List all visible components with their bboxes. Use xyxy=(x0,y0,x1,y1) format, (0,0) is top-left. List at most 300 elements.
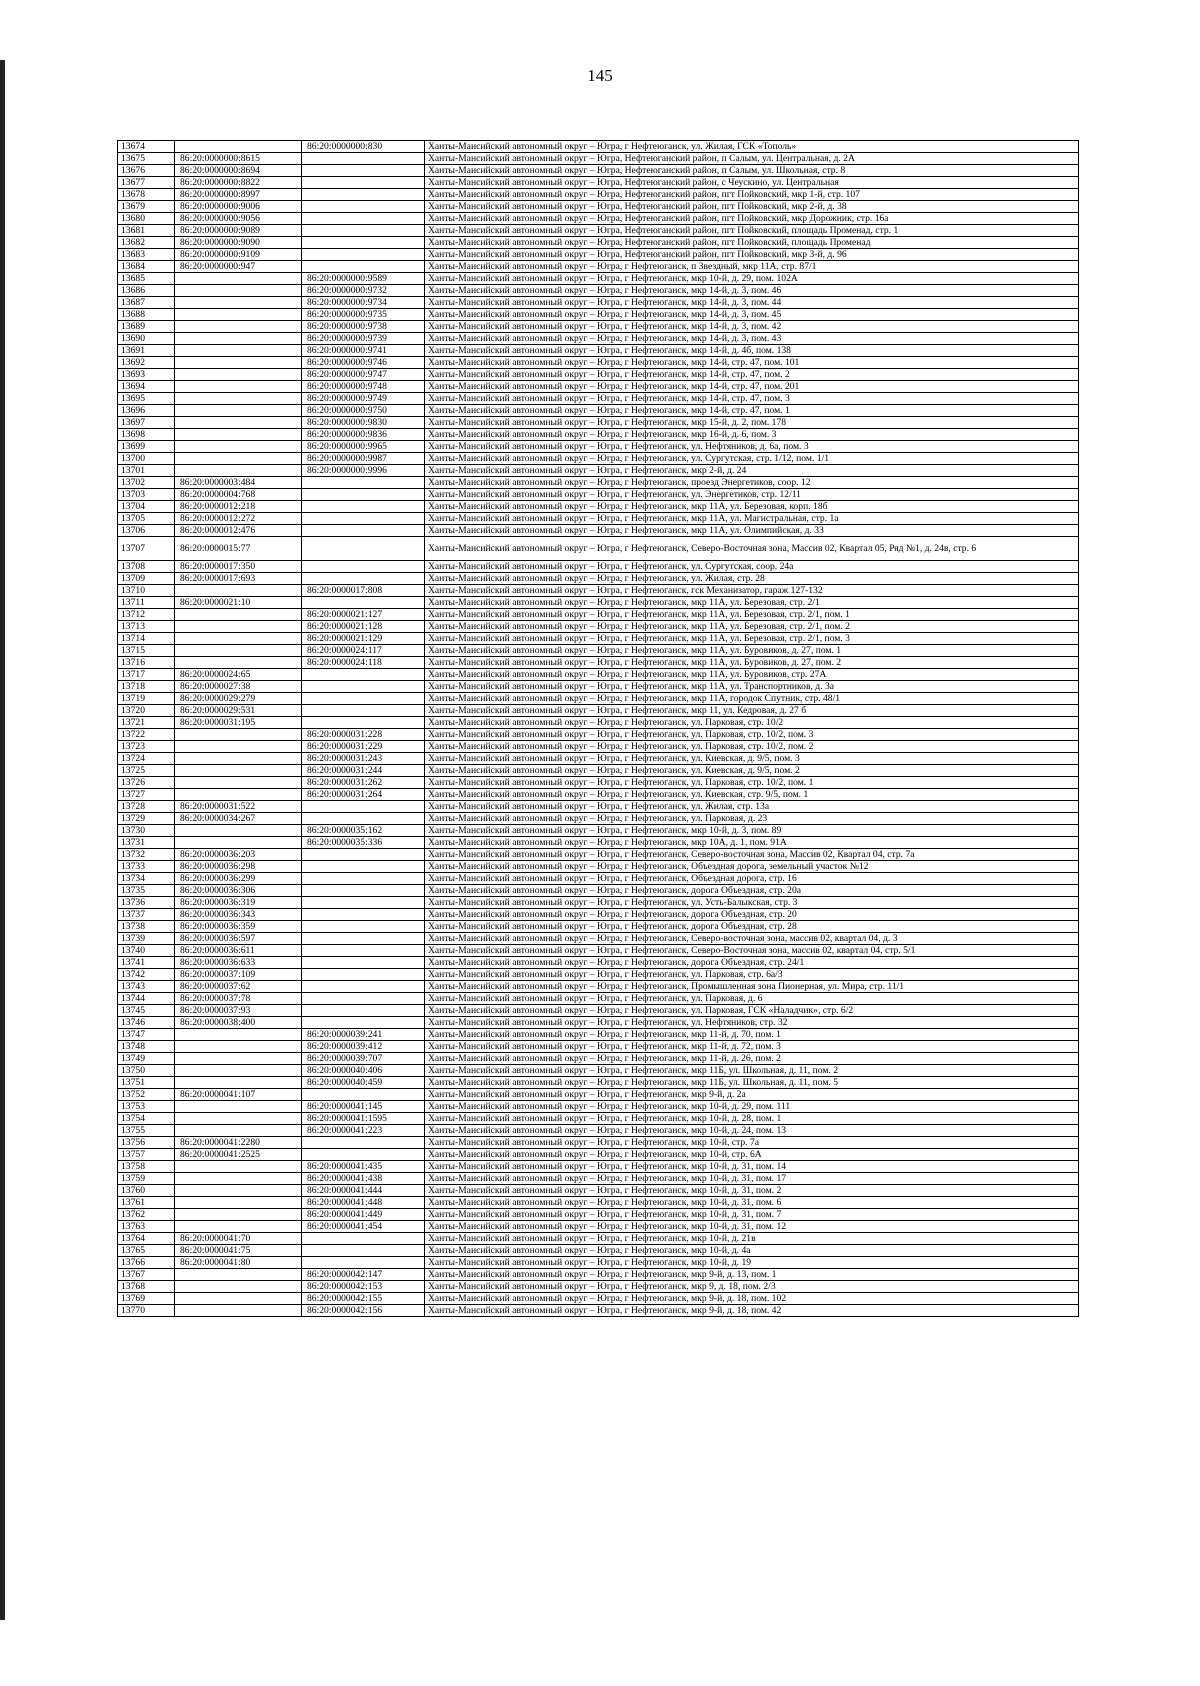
row-number: 13757 xyxy=(118,1149,175,1161)
page-number: 145 xyxy=(587,66,613,85)
row-number: 13700 xyxy=(118,453,175,465)
land-cadastral-number xyxy=(175,621,302,633)
table-row xyxy=(118,645,1079,657)
land-cadastral-number: 86:20:0000027:38 xyxy=(175,681,302,693)
table-row xyxy=(118,849,1079,861)
address: Ханты-Мансийский автономный округ – Югра, Нефтеюганский район, пгт Пойковский, мкр 1-й, стр. 107 xyxy=(425,189,1079,201)
land-cadastral-number: 86:20:0000041:75 xyxy=(175,1245,302,1257)
table-row xyxy=(118,765,1079,777)
row-number: 13744 xyxy=(118,993,175,1005)
table-row xyxy=(118,441,1079,453)
row-number: 13759 xyxy=(118,1173,175,1185)
building-cadastral-number: 86:20:0000031:243 xyxy=(302,753,425,765)
table-row xyxy=(118,273,1079,285)
address: Ханты-Мансийский автономный округ – Югра, г Нефтеюганск, ул. Киевская, д. 9/5, пом. 3 xyxy=(425,753,1079,765)
row-number: 13746 xyxy=(118,1017,175,1029)
address: Ханты-Мансийский автономный округ – Югра, г Нефтеюганск, мкр 10-й, д. 31, пом. 7 xyxy=(425,1209,1079,1221)
row-number: 13727 xyxy=(118,789,175,801)
row-number: 13761 xyxy=(118,1197,175,1209)
building-cadastral-number: 86:20:0000041:449 xyxy=(302,1209,425,1221)
row-number: 13683 xyxy=(118,249,175,261)
land-cadastral-number xyxy=(175,1029,302,1041)
table-row xyxy=(118,189,1079,201)
land-cadastral-number xyxy=(175,1053,302,1065)
building-cadastral-number xyxy=(302,957,425,969)
table-row xyxy=(118,1233,1079,1245)
land-cadastral-number: 86:20:0000015:77 xyxy=(175,537,302,561)
row-number: 13751 xyxy=(118,1077,175,1089)
table-row xyxy=(118,1293,1079,1305)
land-cadastral-number: 86:20:0000029:279 xyxy=(175,693,302,705)
building-cadastral-number xyxy=(302,921,425,933)
address: Ханты-Мансийский автономный округ – Югра, г Нефтеюганск, мкр 11А, ул. Березовая, стр. 2/1, пом. 1 xyxy=(425,609,1079,621)
land-cadastral-number: 86:20:0000037:78 xyxy=(175,993,302,1005)
table-row xyxy=(118,1197,1079,1209)
row-number: 13752 xyxy=(118,1089,175,1101)
row-number: 13762 xyxy=(118,1209,175,1221)
land-cadastral-number xyxy=(175,1113,302,1125)
building-cadastral-number xyxy=(302,849,425,861)
building-cadastral-number xyxy=(302,1257,425,1269)
table-row xyxy=(118,1305,1079,1317)
address: Ханты-Мансийский автономный округ – Югра, г Нефтеюганск, мкр 11А, ул. Буровиков, д. 27, пом. 1 xyxy=(425,645,1079,657)
address: Ханты-Мансийский автономный округ – Югра, Нефтеюганский район, п Салым, ул. Школьная, стр. 8 xyxy=(425,165,1079,177)
building-cadastral-number: 86:20:0000000:9965 xyxy=(302,441,425,453)
row-number: 13768 xyxy=(118,1281,175,1293)
table-row xyxy=(118,909,1079,921)
row-number: 13697 xyxy=(118,417,175,429)
table-row xyxy=(118,945,1079,957)
land-cadastral-number: 86:20:0000017:693 xyxy=(175,573,302,585)
table-row xyxy=(118,285,1079,297)
address: Ханты-Мансийский автономный округ – Югра, г Нефтеюганск, мкр 10-й, д. 24, пом. 13 xyxy=(425,1125,1079,1137)
address: Ханты-Мансийский автономный округ – Югра, г Нефтеюганск, мкр 9-й, д. 13, пом. 1 xyxy=(425,1269,1079,1281)
land-cadastral-number xyxy=(175,633,302,645)
address: Ханты-Мансийский автономный округ – Югра, Нефтеюганский район, пгт Пойковский, мкр 3-й, д. 96 xyxy=(425,249,1079,261)
land-cadastral-number xyxy=(175,381,302,393)
table-row xyxy=(118,153,1079,165)
row-number: 13728 xyxy=(118,801,175,813)
building-cadastral-number: 86:20:0000024:117 xyxy=(302,645,425,657)
land-cadastral-number: 86:20:0000037:62 xyxy=(175,981,302,993)
row-number: 13754 xyxy=(118,1113,175,1125)
row-number: 13729 xyxy=(118,813,175,825)
address: Ханты-Мансийский автономный округ – Югра, г Нефтеюганск, мкр 10-й, д. 31, пом. 6 xyxy=(425,1197,1079,1209)
building-cadastral-number xyxy=(302,153,425,165)
row-number: 13719 xyxy=(118,693,175,705)
land-cadastral-number: 86:20:0000000:947 xyxy=(175,261,302,273)
address: Ханты-Мансийский автономный округ – Югра, г Нефтеюганск, мкр 14-й, стр. 47, пом. 2 xyxy=(425,369,1079,381)
row-number: 13720 xyxy=(118,705,175,717)
building-cadastral-number: 86:20:0000041:145 xyxy=(302,1101,425,1113)
building-cadastral-number xyxy=(302,561,425,573)
building-cadastral-number: 86:20:0000024:118 xyxy=(302,657,425,669)
table-row xyxy=(118,345,1079,357)
land-cadastral-number: 86:20:0000036:298 xyxy=(175,861,302,873)
building-cadastral-number xyxy=(302,861,425,873)
building-cadastral-number: 86:20:0000041:448 xyxy=(302,1197,425,1209)
table-row xyxy=(118,873,1079,885)
address: Ханты-Мансийский автономный округ – Югра, г Нефтеюганск, ул. Киевская, стр. 9/5, пом. 1 xyxy=(425,789,1079,801)
building-cadastral-number xyxy=(302,1149,425,1161)
row-number: 13755 xyxy=(118,1125,175,1137)
building-cadastral-number: 86:20:0000000:9589 xyxy=(302,273,425,285)
land-cadastral-number: 86:20:0000034:267 xyxy=(175,813,302,825)
address: Ханты-Мансийский автономный округ – Югра, г Нефтеюганск, ул. Парковая, стр. 10/2, пом. 1 xyxy=(425,777,1079,789)
row-number: 13696 xyxy=(118,405,175,417)
row-number: 13692 xyxy=(118,357,175,369)
address: Ханты-Мансийский автономный округ – Югра, г Нефтеюганск, мкр 14-й, стр. 47, пом. 101 xyxy=(425,357,1079,369)
building-cadastral-number xyxy=(302,813,425,825)
building-cadastral-number: 86:20:0000039:707 xyxy=(302,1053,425,1065)
row-number: 13703 xyxy=(118,489,175,501)
row-number: 13743 xyxy=(118,981,175,993)
building-cadastral-number: 86:20:0000042:155 xyxy=(302,1293,425,1305)
land-cadastral-number xyxy=(175,657,302,669)
address: Ханты-Мансийский автономный округ – Югра, г Нефтеюганск, мкр 10-й, д. 31, пом. 14 xyxy=(425,1161,1079,1173)
land-cadastral-number: 86:20:0000029:531 xyxy=(175,705,302,717)
table-row xyxy=(118,465,1079,477)
building-cadastral-number: 86:20:0000000:9738 xyxy=(302,321,425,333)
address: Ханты-Мансийский автономный округ – Югра, г Нефтеюганск, мкр 14-й, д. 3, пом. 46 xyxy=(425,285,1079,297)
building-cadastral-number xyxy=(302,873,425,885)
land-cadastral-number xyxy=(175,405,302,417)
building-cadastral-number: 86:20:0000000:9987 xyxy=(302,453,425,465)
address: Ханты-Мансийский автономный округ – Югра, г Нефтеюганск, мкр 15-й, д. 2, пом. 178 xyxy=(425,417,1079,429)
row-number: 13711 xyxy=(118,597,175,609)
row-number: 13707 xyxy=(118,537,175,561)
building-cadastral-number xyxy=(302,525,425,537)
land-cadastral-number xyxy=(175,273,302,285)
address: Ханты-Мансийский автономный округ – Югра, г Нефтеюганск, мкр 10-й, д. 4а xyxy=(425,1245,1079,1257)
address: Ханты-Мансийский автономный округ – Югра, г Нефтеюганск, мкр 10А, д. 1, пом. 91А xyxy=(425,837,1079,849)
building-cadastral-number xyxy=(302,165,425,177)
building-cadastral-number: 86:20:0000000:830 xyxy=(302,141,425,153)
address: Ханты-Мансийский автономный округ – Югра, г Нефтеюганск, дорога Объездная, стр. 24/1 xyxy=(425,957,1079,969)
land-cadastral-number xyxy=(175,297,302,309)
land-cadastral-number xyxy=(175,453,302,465)
table-row xyxy=(118,681,1079,693)
land-cadastral-number: 86:20:0000004:768 xyxy=(175,489,302,501)
scan-edge-shadow xyxy=(0,60,5,1620)
building-cadastral-number: 86:20:0000000:9750 xyxy=(302,405,425,417)
address: Ханты-Мансийский автономный округ – Югра, г Нефтеюганск, ул. Киевская, д. 9/5, пом. 2 xyxy=(425,765,1079,777)
address: Ханты-Мансийский автономный округ – Югра, г Нефтеюганск, мкр 14-й, д. 3, пом. 42 xyxy=(425,321,1079,333)
building-cadastral-number xyxy=(302,969,425,981)
table-row xyxy=(118,609,1079,621)
address: Ханты-Мансийский автономный округ – Югра, г Нефтеюганск, мкр 11А, ул. Олимпийская, д. 33 xyxy=(425,525,1079,537)
land-cadastral-number xyxy=(175,777,302,789)
land-cadastral-number xyxy=(175,309,302,321)
row-number: 13745 xyxy=(118,1005,175,1017)
table-row xyxy=(118,621,1079,633)
table-row xyxy=(118,333,1079,345)
row-number: 13732 xyxy=(118,849,175,861)
row-number: 13769 xyxy=(118,1293,175,1305)
table-row xyxy=(118,225,1079,237)
building-cadastral-number xyxy=(302,1089,425,1101)
land-cadastral-number xyxy=(175,1161,302,1173)
table-row xyxy=(118,177,1079,189)
address: Ханты-Мансийский автономный округ – Югра, г Нефтеюганск, мкр 9-й, д. 18, пом. 102 xyxy=(425,1293,1079,1305)
land-cadastral-number: 86:20:0000036:343 xyxy=(175,909,302,921)
table-row xyxy=(118,513,1079,525)
address: Ханты-Мансийский автономный округ – Югра, г Нефтеюганск, мкр 11А, ул. Буровиков, стр. 27А xyxy=(425,669,1079,681)
building-cadastral-number xyxy=(302,489,425,501)
table-row xyxy=(118,1137,1079,1149)
table-row xyxy=(118,1017,1079,1029)
address: Ханты-Мансийский автономный округ – Югра, г Нефтеюганск, ул. Усть-Балыкская, стр. 3 xyxy=(425,897,1079,909)
land-cadastral-number xyxy=(175,825,302,837)
land-cadastral-number: 86:20:0000012:476 xyxy=(175,525,302,537)
building-cadastral-number xyxy=(302,1137,425,1149)
land-cadastral-number: 86:20:0000036:299 xyxy=(175,873,302,885)
land-cadastral-number xyxy=(175,369,302,381)
land-cadastral-number xyxy=(175,1125,302,1137)
address: Ханты-Мансийский автономный округ – Югра, г Нефтеюганск, Северо-Восточная зона, Массив 02, Квартал 05, Ряд №1, д. 24в, стр. 6 xyxy=(425,537,1079,561)
land-cadastral-number xyxy=(175,333,302,345)
land-cadastral-number: 86:20:0000003:484 xyxy=(175,477,302,489)
row-number: 13691 xyxy=(118,345,175,357)
address: Ханты-Мансийский автономный округ – Югра, г Нефтеюганск, мкр 10-й, стр. 6А xyxy=(425,1149,1079,1161)
building-cadastral-number xyxy=(302,213,425,225)
table-row xyxy=(118,789,1079,801)
row-number: 13684 xyxy=(118,261,175,273)
land-cadastral-number: 86:20:0000041:107 xyxy=(175,1089,302,1101)
row-number: 13737 xyxy=(118,909,175,921)
address: Ханты-Мансийский автономный округ – Югра, г Нефтеюганск, дорога Объездная, стр. 20а xyxy=(425,885,1079,897)
land-cadastral-number xyxy=(175,1305,302,1317)
address: Ханты-Мансийский автономный округ – Югра, г Нефтеюганск, мкр 9, д. 18, пом. 2/3 xyxy=(425,1281,1079,1293)
building-cadastral-number: 86:20:0000041:438 xyxy=(302,1173,425,1185)
building-cadastral-number xyxy=(302,537,425,561)
address: Ханты-Мансийский автономный округ – Югра, г Нефтеюганск, мкр 11А, ул. Магистральная, стр. 1а xyxy=(425,513,1079,525)
row-number: 13734 xyxy=(118,873,175,885)
table-row xyxy=(118,1269,1079,1281)
row-number: 13726 xyxy=(118,777,175,789)
row-number: 13713 xyxy=(118,621,175,633)
table-row xyxy=(118,201,1079,213)
land-cadastral-number: 86:20:0000036:359 xyxy=(175,921,302,933)
address: Ханты-Мансийский автономный округ – Югра, г Нефтеюганск, мкр 10-й, д. 29, пом. 111 xyxy=(425,1101,1079,1113)
table-row xyxy=(118,561,1079,573)
table-row xyxy=(118,753,1079,765)
building-cadastral-number xyxy=(302,513,425,525)
land-cadastral-number xyxy=(175,1293,302,1305)
land-cadastral-number xyxy=(175,141,302,153)
row-number: 13675 xyxy=(118,153,175,165)
row-number: 13680 xyxy=(118,213,175,225)
row-number: 13738 xyxy=(118,921,175,933)
table-row xyxy=(118,1161,1079,1173)
building-cadastral-number xyxy=(302,1017,425,1029)
land-cadastral-number: 86:20:0000021:10 xyxy=(175,597,302,609)
table-row xyxy=(118,501,1079,513)
row-number: 13695 xyxy=(118,393,175,405)
building-cadastral-number xyxy=(302,801,425,813)
row-number: 13753 xyxy=(118,1101,175,1113)
building-cadastral-number: 86:20:0000000:9996 xyxy=(302,465,425,477)
address: Ханты-Мансийский автономный округ – Югра, г Нефтеюганск, мкр 11А, ул. Буровиков, д. 27, пом. 2 xyxy=(425,657,1079,669)
row-number: 13689 xyxy=(118,321,175,333)
land-cadastral-number: 86:20:0000012:218 xyxy=(175,501,302,513)
table-row xyxy=(118,1113,1079,1125)
address: Ханты-Мансийский автономный округ – Югра, г Нефтеюганск, мкр 10-й, д. 19 xyxy=(425,1257,1079,1269)
building-cadastral-number: 86:20:0000031:264 xyxy=(302,789,425,801)
building-cadastral-number: 86:20:0000000:9749 xyxy=(302,393,425,405)
building-cadastral-number: 86:20:0000021:128 xyxy=(302,621,425,633)
row-number: 13758 xyxy=(118,1161,175,1173)
table-row xyxy=(118,1065,1079,1077)
table-row xyxy=(118,801,1079,813)
table-row xyxy=(118,537,1079,561)
building-cadastral-number xyxy=(302,909,425,921)
land-cadastral-number: 86:20:0000031:195 xyxy=(175,717,302,729)
table-row xyxy=(118,585,1079,597)
row-number: 13733 xyxy=(118,861,175,873)
row-number: 13764 xyxy=(118,1233,175,1245)
building-cadastral-number: 86:20:0000000:9748 xyxy=(302,381,425,393)
table-row xyxy=(118,885,1079,897)
land-cadastral-number: 86:20:0000037:93 xyxy=(175,1005,302,1017)
row-number: 13766 xyxy=(118,1257,175,1269)
building-cadastral-number xyxy=(302,1245,425,1257)
building-cadastral-number: 86:20:0000017:808 xyxy=(302,585,425,597)
land-cadastral-number xyxy=(175,465,302,477)
table-row xyxy=(118,309,1079,321)
row-number: 13735 xyxy=(118,885,175,897)
table-row xyxy=(118,165,1079,177)
address: Ханты-Мансийский автономный округ – Югра, г Нефтеюганск, дорога Объездная, стр. 20 xyxy=(425,909,1079,921)
address: Ханты-Мансийский автономный округ – Югра, г Нефтеюганск, мкр 14-й, д. 3, пом. 44 xyxy=(425,297,1079,309)
building-cadastral-number xyxy=(302,705,425,717)
table-row xyxy=(118,729,1079,741)
row-number: 13741 xyxy=(118,957,175,969)
table-row xyxy=(118,813,1079,825)
land-cadastral-number xyxy=(175,837,302,849)
table-row xyxy=(118,1101,1079,1113)
row-number: 13682 xyxy=(118,237,175,249)
row-number: 13693 xyxy=(118,369,175,381)
table-row xyxy=(118,837,1079,849)
table-row xyxy=(118,981,1079,993)
land-cadastral-number: 86:20:0000031:522 xyxy=(175,801,302,813)
row-number: 13730 xyxy=(118,825,175,837)
address: Ханты-Мансийский автономный округ – Югра, Нефтеюганский район, пгт Пойковский, площадь Променад, стр. 1 xyxy=(425,225,1079,237)
row-number: 13688 xyxy=(118,309,175,321)
row-number: 13742 xyxy=(118,969,175,981)
land-cadastral-number: 86:20:0000038:400 xyxy=(175,1017,302,1029)
row-number: 13723 xyxy=(118,741,175,753)
building-cadastral-number: 86:20:0000035:162 xyxy=(302,825,425,837)
address: Ханты-Мансийский автономный округ – Югра, г Нефтеюганск, ул. Парковая, д. 23 xyxy=(425,813,1079,825)
table-row xyxy=(118,237,1079,249)
address: Ханты-Мансийский автономный округ – Югра, Нефтеюганский район, пгт Пойковский, мкр Дорожник, стр. 16а xyxy=(425,213,1079,225)
building-cadastral-number xyxy=(302,501,425,513)
table-row xyxy=(118,453,1079,465)
table-row xyxy=(118,1149,1079,1161)
table-row xyxy=(118,969,1079,981)
table-row xyxy=(118,1089,1079,1101)
table-row xyxy=(118,1041,1079,1053)
table-row xyxy=(118,417,1079,429)
table-row xyxy=(118,141,1079,153)
building-cadastral-number: 86:20:0000040:459 xyxy=(302,1077,425,1089)
table-row xyxy=(118,933,1079,945)
table-row xyxy=(118,1209,1079,1221)
building-cadastral-number xyxy=(302,885,425,897)
land-cadastral-number: 86:20:0000000:8615 xyxy=(175,153,302,165)
land-cadastral-number xyxy=(175,1101,302,1113)
address: Ханты-Мансийский автономный округ – Югра, г Нефтеюганск, ул. Парковая, стр. 10/2, пом. 2 xyxy=(425,741,1079,753)
address: Ханты-Мансийский автономный округ – Югра, г Нефтеюганск, ул. Парковая, д. 6 xyxy=(425,993,1079,1005)
address: Ханты-Мансийский автономный округ – Югра, Нефтеюганский район, п Салым, ул. Центральная, д. 2А xyxy=(425,153,1079,165)
row-number: 13756 xyxy=(118,1137,175,1149)
address: Ханты-Мансийский автономный округ – Югра, г Нефтеюганск, мкр 14-й, стр. 47, пом. 3 xyxy=(425,393,1079,405)
building-cadastral-number xyxy=(302,177,425,189)
row-number: 13709 xyxy=(118,573,175,585)
land-cadastral-number: 86:20:0000000:8997 xyxy=(175,189,302,201)
building-cadastral-number xyxy=(302,189,425,201)
building-cadastral-number: 86:20:0000041:1595 xyxy=(302,1113,425,1125)
address: Ханты-Мансийский автономный округ – Югра, Нефтеюганский район, пгт Пойковский, мкр 2-й, д. 38 xyxy=(425,201,1079,213)
building-cadastral-number: 86:20:0000031:262 xyxy=(302,777,425,789)
land-cadastral-number: 86:20:0000041:2525 xyxy=(175,1149,302,1161)
address: Ханты-Мансийский автономный округ – Югра, г Нефтеюганск, Северо-Восточная зона, массив 02, квартал 04, стр. 5/1 xyxy=(425,945,1079,957)
land-cadastral-number: 86:20:0000000:8822 xyxy=(175,177,302,189)
table-row xyxy=(118,249,1079,261)
table-row xyxy=(118,633,1079,645)
land-cadastral-number xyxy=(175,1269,302,1281)
land-cadastral-number xyxy=(175,1173,302,1185)
address: Ханты-Мансийский автономный округ – Югра, г Нефтеюганск, мкр 9-й, д. 18, пом. 42 xyxy=(425,1305,1079,1317)
land-cadastral-number: 86:20:0000024:65 xyxy=(175,669,302,681)
address: Ханты-Мансийский автономный округ – Югра, г Нефтеюганск, мкр 2-й, д. 24 xyxy=(425,465,1079,477)
land-cadastral-number xyxy=(175,417,302,429)
row-number: 13750 xyxy=(118,1065,175,1077)
row-number: 13747 xyxy=(118,1029,175,1041)
building-cadastral-number: 86:20:0000000:9836 xyxy=(302,429,425,441)
table-row xyxy=(118,393,1079,405)
row-number: 13685 xyxy=(118,273,175,285)
building-cadastral-number: 86:20:0000042:147 xyxy=(302,1269,425,1281)
address: Ханты-Мансийский автономный округ – Югра, г Нефтеюганск, мкр 10-й, д. 29, пом. 102А xyxy=(425,273,1079,285)
building-cadastral-number: 86:20:0000031:228 xyxy=(302,729,425,741)
row-number: 13690 xyxy=(118,333,175,345)
land-cadastral-number: 86:20:0000036:597 xyxy=(175,933,302,945)
row-number: 13698 xyxy=(118,429,175,441)
building-cadastral-number xyxy=(302,237,425,249)
table-row xyxy=(118,1125,1079,1137)
building-cadastral-number xyxy=(302,597,425,609)
address: Ханты-Мансийский автономный округ – Югра, г Нефтеюганск, мкр 11А, ул. Березовая, стр. 2/1, пом. 3 xyxy=(425,633,1079,645)
building-cadastral-number: 86:20:0000000:9739 xyxy=(302,333,425,345)
land-cadastral-number: 86:20:0000036:319 xyxy=(175,897,302,909)
building-cadastral-number xyxy=(302,225,425,237)
address: Ханты-Мансийский автономный округ – Югра, г Нефтеюганск, мкр 10-й, д. 31, пом. 12 xyxy=(425,1221,1079,1233)
address: Ханты-Мансийский автономный округ – Югра, г Нефтеюганск, ул. Нефтяников, стр. 32 xyxy=(425,1017,1079,1029)
address: Ханты-Мансийский автономный округ – Югра, г Нефтеюганск, мкр 11-й, д. 72, пом. 3 xyxy=(425,1041,1079,1053)
building-cadastral-number: 86:20:0000000:9746 xyxy=(302,357,425,369)
building-cadastral-number xyxy=(302,945,425,957)
building-cadastral-number xyxy=(302,249,425,261)
address: Ханты-Мансийский автономный округ – Югра, г Нефтеюганск, мкр 10-й, д. 3, пом. 89 xyxy=(425,825,1079,837)
address: Ханты-Мансийский автономный округ – Югра, г Нефтеюганск, проезд Энергетиков, соор. 12 xyxy=(425,477,1079,489)
building-cadastral-number xyxy=(302,981,425,993)
building-cadastral-number xyxy=(302,573,425,585)
row-number: 13705 xyxy=(118,513,175,525)
row-number: 13708 xyxy=(118,561,175,573)
